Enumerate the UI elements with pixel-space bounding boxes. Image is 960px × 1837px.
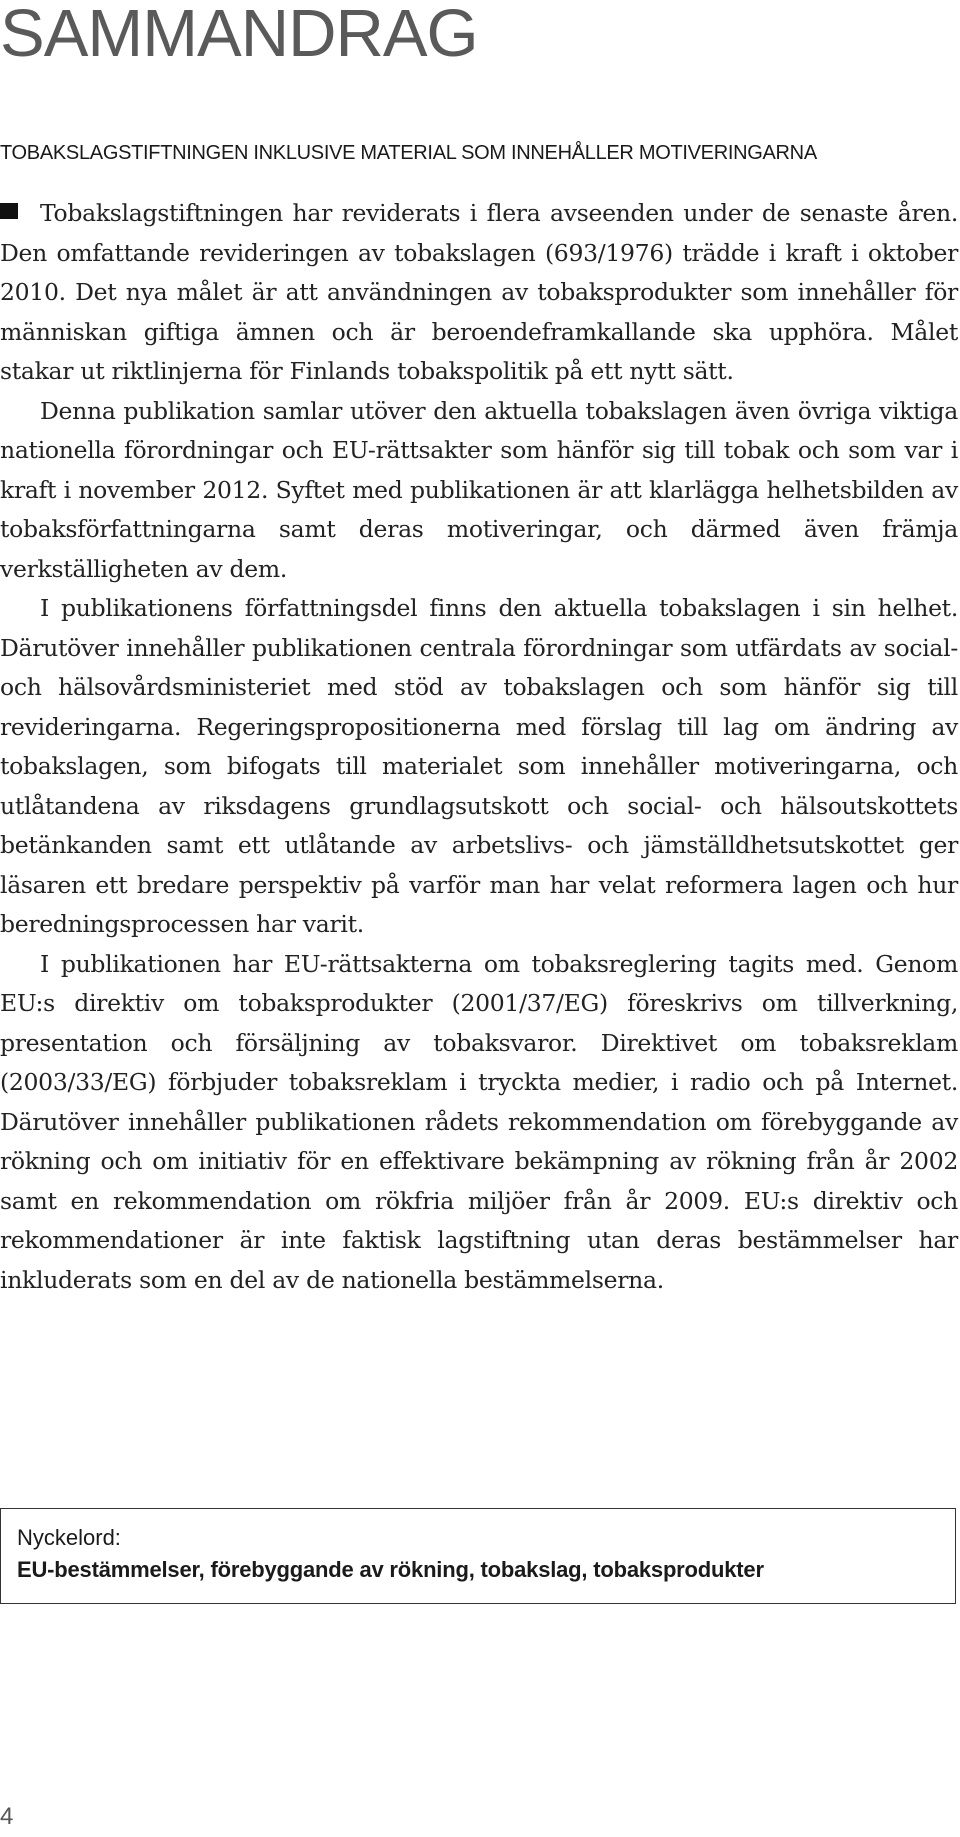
paragraph-1: [0, 194, 958, 392]
section-heading: TOBAKSLAGSTIFTNINGEN INKLUSIVE MATERIAL SOM INNEHÅLLER MOTIVERINGARNA: [0, 142, 817, 164]
page-title: SAMMANDRAG: [0, 0, 478, 71]
square-bullet-icon: [0, 203, 18, 219]
paragraph-1-text: Tobakslagstiftningen har reviderats i flera avseenden under de senaste åren. Den omfattande revideringen av tobakslagen (693/1976) trädde i kraft i oktober 2010. Det nya målet är att användningen av tobaksprodukter som innehåller för människan giftiga ämnen och är beroendeframkallande ska upphöra. Målet stakar ut riktlinjerna för Finlands tobakspolitik på ett nytt sätt.: [0, 199, 958, 385]
page-number: 4: [0, 1803, 14, 1830]
keywords-box: [0, 1508, 956, 1604]
paragraph-2: Denna publikation samlar utöver den aktuella tobakslagen även övriga viktiga nationella förordningar och EU-rättsakter som hänför sig till tobak och som var i kraft i november 2012. Syftet med publikationen är att klarlägga helhetsbilden av tobaksförfattningarna samt deras motiveringar, och därmed även främja verkställigheten av dem.: [0, 396, 958, 583]
keywords-values: EU-bestämmelser, förebyggande av rökning, tobakslag, tobaksprodukter: [17, 1557, 764, 1582]
paragraph-4: I publikationen har EU-rättsakterna om tobaksreglering tagits med. Genom EU:s direktiv om tobaksprodukter (2001/37/EG) föreskrivs om tillverkning, presentation och försäljning av tobaksvaror. Direktivet om tobaksreklam (2003/33/EG) förbjuder tobaksreklam i tryckta medier, i radio och på Internet. Därutöver innehåller publikationen rådets rekommendation om förebyggande av rökning och om initiativ för en effektivare bekämpning av rökning från år 2002 samt en rekommendation om rökfria miljöer från år 2009. EU:s direktiv och rekommendationer är inte faktisk lagstiftning utan deras bestämmelser har inkluderats som en del av de nationella bestämmelserna.: [0, 949, 958, 1294]
keywords-label: Nyckelord:: [17, 1525, 121, 1550]
body-text: [0, 194, 958, 1300]
paragraph-3: I publikationens författningsdel finns den aktuella tobakslagen i sin helhet. Därutöver innehåller publikationen centrala förordningar som utfärdats av social- och hälsovårdsministeriet med stöd av tobakslagen och som hänför sig till revideringarna. Regeringspropositionerna med förslag till lag om ändring av tobakslagen, som bifogats till materialet som innehåller motiveringarna, och utlåtandena av riksdagens grundlagsutskott och social- och hälsoutskottets betänkanden samt ett utlåtande av arbetslivs- och jämställdhetsutskottet ger läsaren ett bredare perspektiv på varför man har velat reformera lagen och hur beredningsprocessen har varit.: [0, 594, 958, 938]
